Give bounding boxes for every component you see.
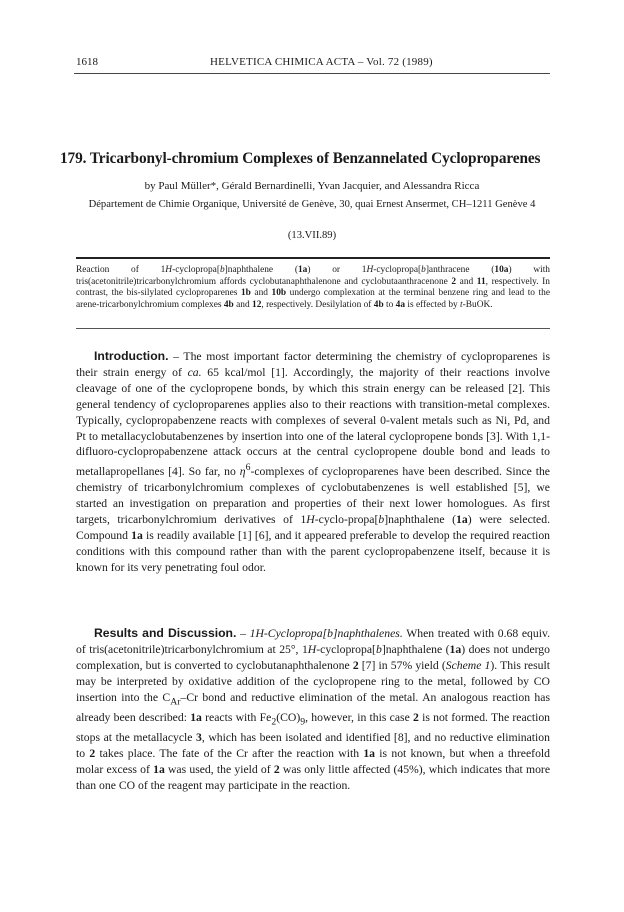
abstract-top-rule — [76, 257, 550, 259]
scheme-reference: Scheme 1 — [445, 658, 491, 672]
introduction-paragraph: Introduction. – The most important factor determining the chemistry of cycloproparenes is their strain energy of ca. 65 kcal/mol [1]. Accordingly, the majority of their reactions involve cleavage of one of the cyclopropene bonds, by which this strain energy can be released [2]. This general tendency of cycloproparenes applies also to their reactions with transition-metal complexes. Typically, cyclopropabenzene reacts with complexes of several 0-valent metals such as Ni, Pd, and Pt to metallacyclobutabenzenes by insertion into one of the lateral cyclopropene bonds [3]. With 1,1-difluoro-cyclopropabenzene attack occurs at the central cyclopropene double bond and leads to metallapropellanes [4]. So far, no $\eta^6$-complexes of cycloproparenes have been described. Since the chemistry of tricarbonylchromium complexes of cyclobutabenzenes is well established [5], we started an investigation on preparation and properties of their next lower homologues. As first targets, tricarbonylchromium derivatives of 1H-cyclo-propa[b]naphthalene (1a) were selected. Compound 1a is readily available [1] [6], and it appeared preferable to develop the required reaction conditions with this compound rather than with the parent cyclopropabenzene itself, because it is known for its very penetrating foul odor. — [76, 349, 550, 574]
affiliation: Département de Chimie Organique, Université de Genève, 30, quai Ernest Ansermet, CH–1211 Genève 4 — [88, 199, 536, 210]
introduction-section — [76, 349, 550, 576]
article-title: 179. Tricarbonyl-chromium Complexes of Benzannelated Cycloproparenes — [60, 150, 541, 167]
header-rule — [74, 73, 550, 74]
running-header: HELVETICA CHIMICA ACTA – Vol. 72 (1989) — [210, 56, 433, 68]
abstract-text: Reaction of 1H-cyclopropa[b]naphthalene (1a) or 1H-cyclopropa[b]anthracene (10a) with tris(acetonitrile)tricarbonylchromium affords cyclobutanaphthalenone and cyclobutaanthracenone 2 and 11, respectively. In contrast, the bis-silylated cycloproparenes 1b and 10b undergo complexation at the terminal benzene ring and lead to the arene-tricarbonylchromium complexes 4b and 12, respectively. Desilylation of 4b to 4a is effected by t-BuOK. — [76, 265, 550, 310]
introduction-heading: Introduction. — [94, 349, 169, 363]
results-subheading: 1H-Cyclopropa[b]naphthalenes. — [249, 627, 403, 640]
author-list: by Paul Müller*, Gérald Bernardinelli, Yvan Jacquier, and Alessandra Ricca — [144, 180, 480, 192]
results-section — [76, 626, 550, 794]
results-heading: Results and Discussion. — [94, 626, 237, 640]
abstract — [76, 265, 550, 311]
received-date: (13.VII.89) — [287, 230, 337, 241]
abstract-bottom-rule — [76, 328, 550, 329]
results-paragraph: Results and Discussion. – 1H-Cyclopropa[b]naphthalenes. When treated with 0.68 equiv. of tris(acetonitrile)tricarbonylchromium at 25°, 1H-cyclopropa[b]naphthalene (1a) does not undergo complexation, but is converted to cyclobutanaphthalenone 2 [7] in 57% yield (Scheme 1). This result may be interpreted by oxidative addition of the cyclopropene ring to the metal, followed by CO insertion into the $C_{Ar}-Cr$ bond and reductive elimination of the metal. An analogous reaction has already been described: 1a reacts with $Fe_2(CO)_9$, however, in this case 2 is not formed. The reaction stops at the metallacycle 3, which has been isolated and identified [8], and no reductive elimination to 2 takes place. The fate of the Cr after the reaction with 1a is not known, but when a threefold molar excess of 1a was used, the yield of 2 was only little affected (45%), which indicates that more than one CO of the reagent may participate in the reaction. — [76, 626, 551, 792]
page-number: 1618 — [76, 56, 98, 68]
